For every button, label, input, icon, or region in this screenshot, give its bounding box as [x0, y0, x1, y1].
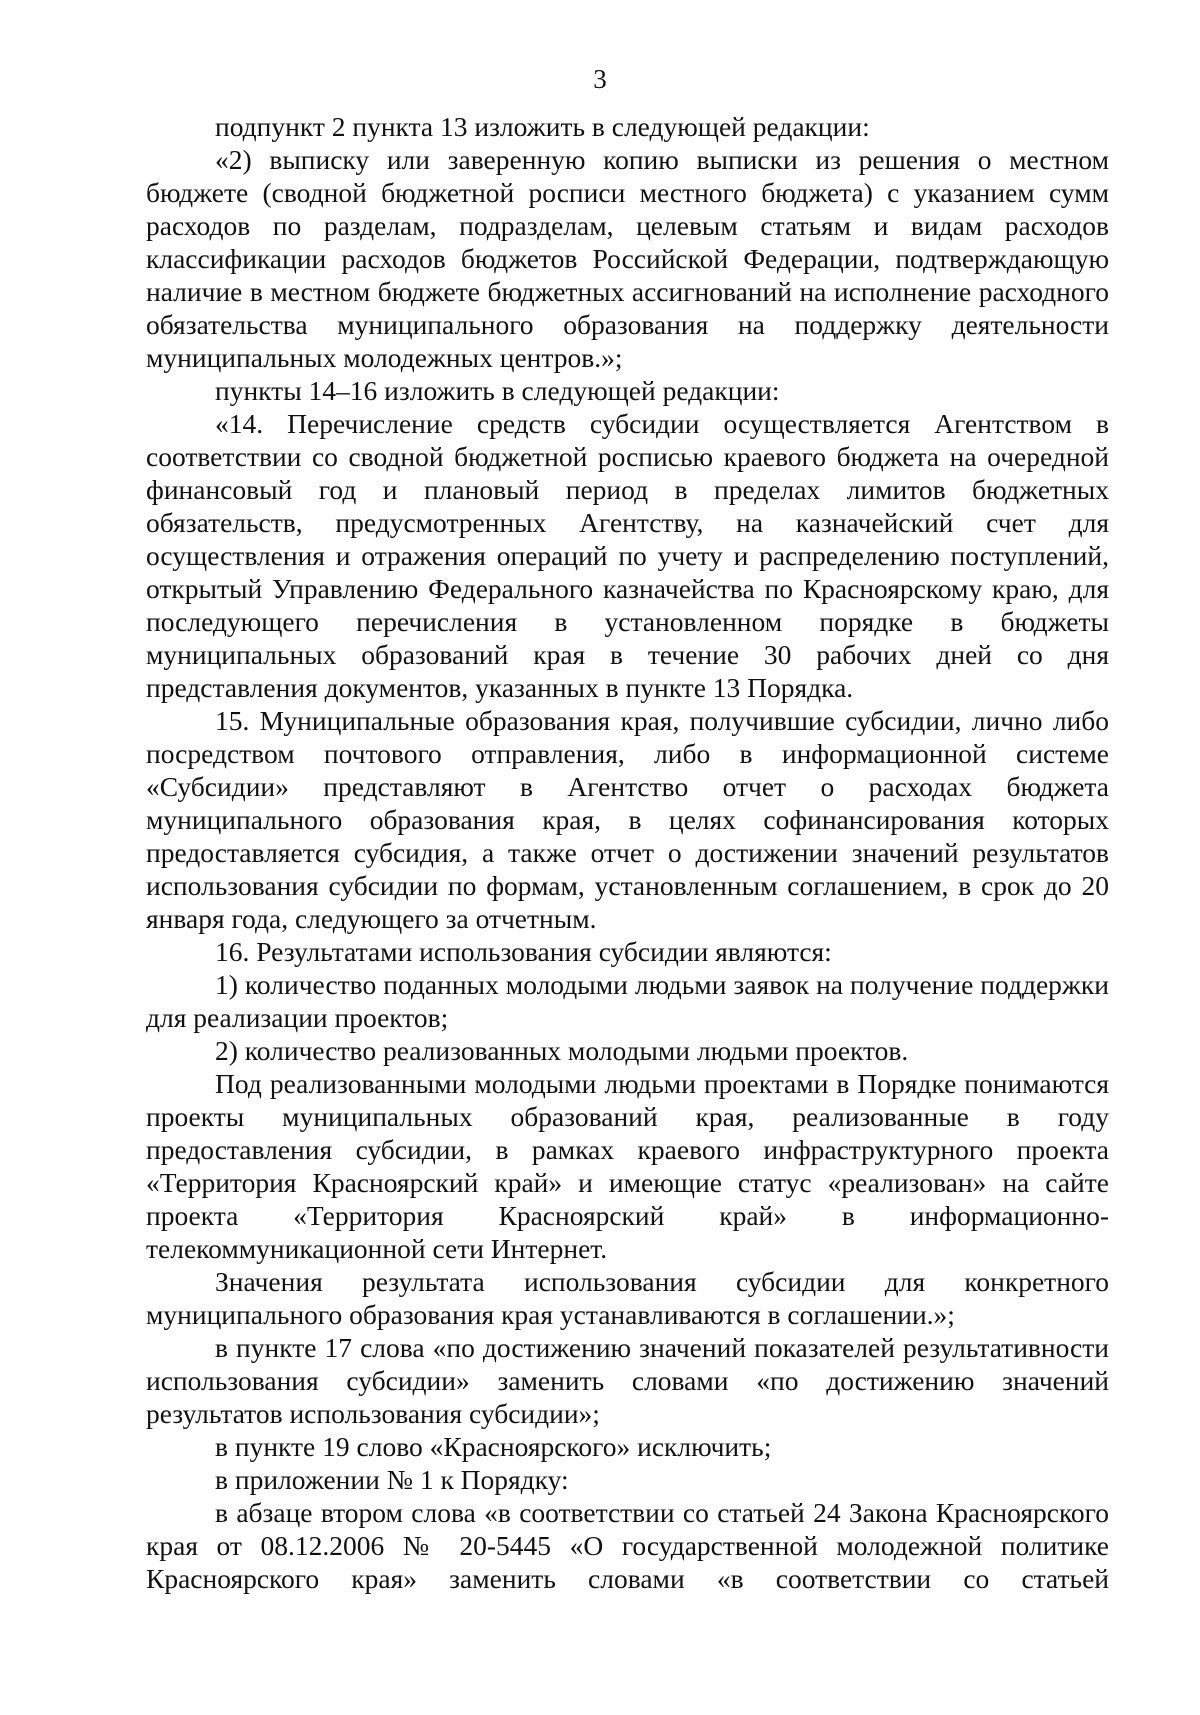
paragraph-1: подпункт 2 пункта 13 изложить в следующей редакции: — [215, 111, 870, 142]
paragraph-10: Значения результата использования субсидии для конкретного муниципального образования края устанавливаются в соглашении.»; — [146, 1266, 1109, 1330]
paragraph-8: 2) количество реализованных молодыми людьми проектов. — [215, 1035, 909, 1066]
paragraph-11: в пункте 17 слова «по достижению значений показателей результативности использования субсидии» заменить словами «по достижению значений результатов использования субсидии»; — [146, 1332, 1109, 1429]
paragraph-2: «2) выписку или заверенную копию выписки из решения о местном бюджете (сводной бюджетной росписи местного бюджета) с указанием сумм расходов по разделам, подразделам, целевым статьям и видам расходов классификации расходов бюджетов Российской Федерации, подтверждающую наличие в местном бюджете бюджетных ассигнований на исполнение расходного обязательства муниципального образования на поддержку деятельности муниципальных молодежных центров.»; — [146, 144, 1109, 373]
paragraph-4: «14. Перечисление средств субсидии осуществляется Агентством в соответствии со сводной бюджетной росписью краевого бюджета на очередной финансовый год и плановый период в пределах лимитов бюджетных обязательств, предусмотренных Агентству, на казначейский счет для осуществления и отражения операций по учету и распределению поступлений, открытый Управлению Федерального казначейства по Красноярскому краю, для последующего перечисления в установленном порядке в бюджеты муниципальных образований края в течение 30 рабочих дней со дня представления документов, указанных в пункте 13 Порядка. — [146, 408, 1109, 703]
page-number: 3 — [593, 64, 607, 94]
paragraph-3: пункты 14–16 изложить в следующей редакции: — [215, 375, 780, 406]
paragraph-6: 16. Результатами использования субсидии являются: — [215, 936, 832, 967]
paragraph-7: 1) количество поданных молодыми людьми заявок на получение поддержки для реализации проектов; — [146, 969, 1109, 1033]
paragraph-14: в абзаце втором слова «в соответствии со статьей 24 Закона Красноярского края от 08.12.2006 № 20-5445 «О государственной молодежной политике Красноярского края» заменить словами «в соответствии со статьей — [146, 1497, 1109, 1594]
paragraph-12: в пункте 19 слово «Красноярского» исключить; — [215, 1431, 772, 1462]
document-body — [146, 110, 1109, 1595]
paragraph-5: 15. Муниципальные образования края, получившие субсидии, лично либо посредством почтового отправления, либо в информационной системе «Субсидии» представляют в Агентство отчет о расходах бюджета муниципального образования края, в целях софинансирования которых предоставляется субсидия, а также отчет о достижении значений результатов использования субсидии по формам, установленным соглашением, в срок до 20 января года, следующего за отчетным. — [146, 705, 1109, 934]
paragraph-9: Под реализованными молодыми людьми проектами в Порядке понимаются проекты муниципальных образований края, реализованные в году предоставления субсидии, в рамках краевого инфраструктурного проекта «Территория Красноярский край» и имеющие статус «реализован» на сайте проекта «Территория Красноярский край» в информационно-телекоммуникационной сети Интернет. — [146, 1068, 1109, 1264]
paragraph-13: в приложении № 1 к Порядку: — [215, 1464, 569, 1495]
